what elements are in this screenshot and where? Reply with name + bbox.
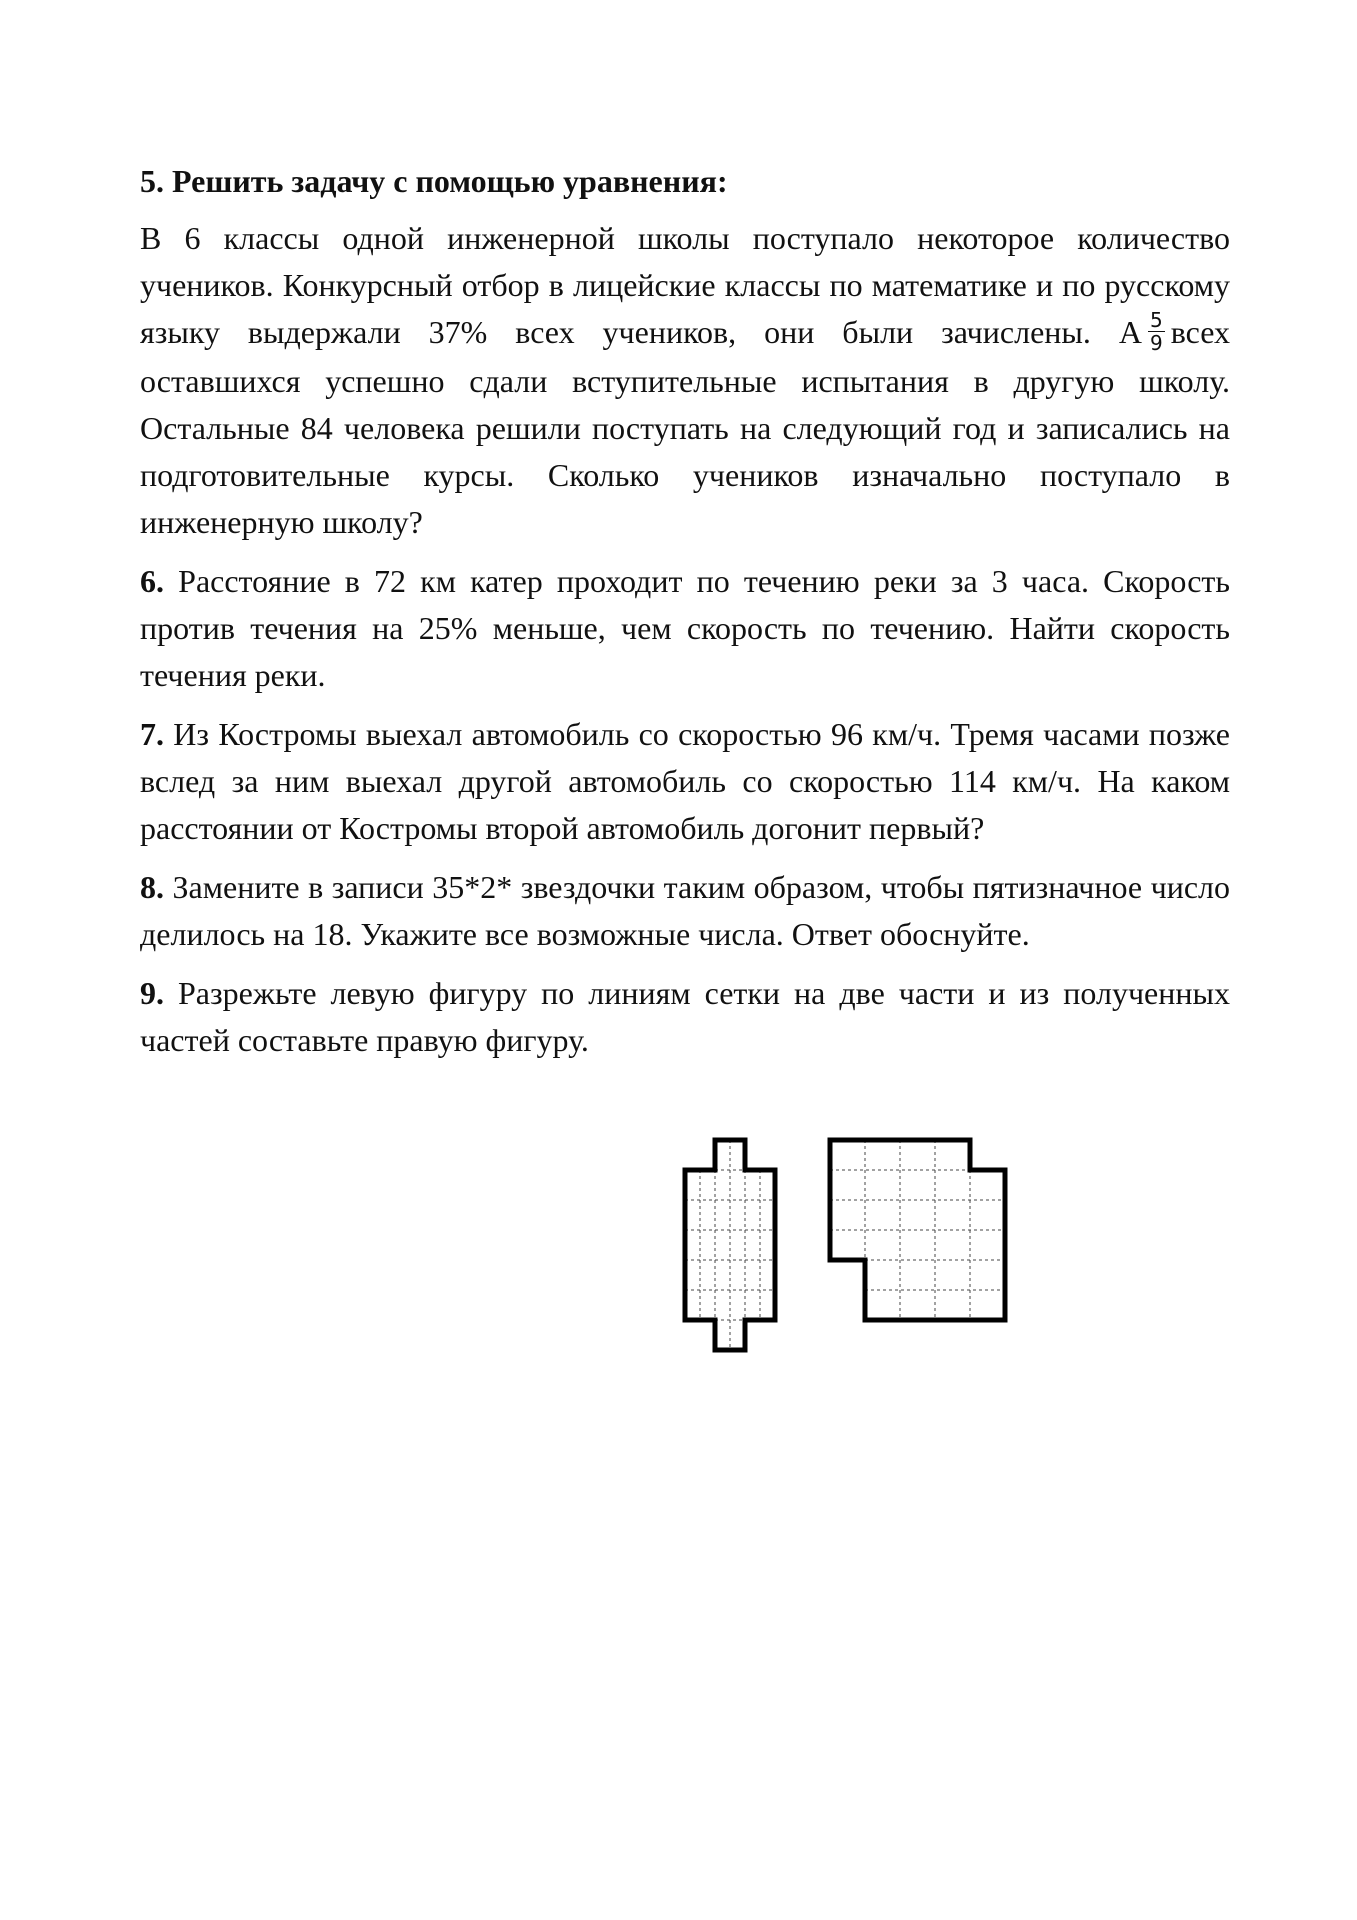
right-figure: [830, 1140, 1005, 1320]
problem-5-text-part2: всех оставшихся успешно сдали вступительные испытания в другую школу. Остальные 84 человека решили поступать на следующий год и записались на подготовительные курсы. Сколько учеников изначально поступало в инженерную школу?: [140, 314, 1230, 541]
left-figure: [685, 1140, 775, 1350]
problem-5-text: [140, 215, 1230, 546]
problem-6: [140, 558, 1230, 699]
problem-9-text: Разрежьте левую фигуру по линиям сетки на две части и из полученных частей составьте правую фигуру.: [140, 975, 1231, 1059]
problem-5-text-part1: В 6 классы одной инженерной школы поступало некоторое количество учеников. Конкурсный отбор в лицейские классы по математике и по русскому языку выдержали 37% всех учеников, они были зачислены. А: [140, 220, 1230, 350]
fraction-five-ninths: [1148, 309, 1165, 354]
problem-8: [140, 864, 1230, 958]
problems-content: [140, 158, 1230, 1076]
problem-7: [140, 711, 1230, 852]
problem-7-text: Из Костромы выехал автомобиль со скоростью 96 км/ч. Тремя часами позже вслед за ним выехал другой автомобиль со скоростью 114 км/ч. На каком расстоянии от Костромы второй автомобиль догонит первый?: [140, 716, 1231, 847]
problem-5-heading: 5. Решить задачу с помощью уравнения:: [140, 163, 728, 199]
figures-svg: [680, 1135, 1020, 1355]
grid-figures: [680, 1135, 1020, 1355]
problem-6-number: 6.: [140, 563, 164, 600]
problem-9: [140, 970, 1230, 1064]
right-figure-grid: [830, 1140, 1005, 1320]
problem-7-number: 7.: [140, 716, 164, 753]
problem-8-number: 8.: [140, 869, 164, 906]
problem-9-number: 9.: [140, 975, 164, 1012]
problem-6-text: Расстояние в 72 км катер проходит по течению реки за 3 часа. Скорость против течения на 25% меньше, чем скорость по течению. Найти скорость течения реки.: [140, 563, 1231, 694]
problem-8-text: Замените в записи 35*2* звездочки таким образом, чтобы пятизначное число делилось на 18. Укажите все возможные числа. Ответ обоснуйте.: [140, 869, 1231, 953]
fraction-numerator: 5: [1149, 308, 1163, 333]
fraction-denominator: 9: [1149, 331, 1163, 356]
